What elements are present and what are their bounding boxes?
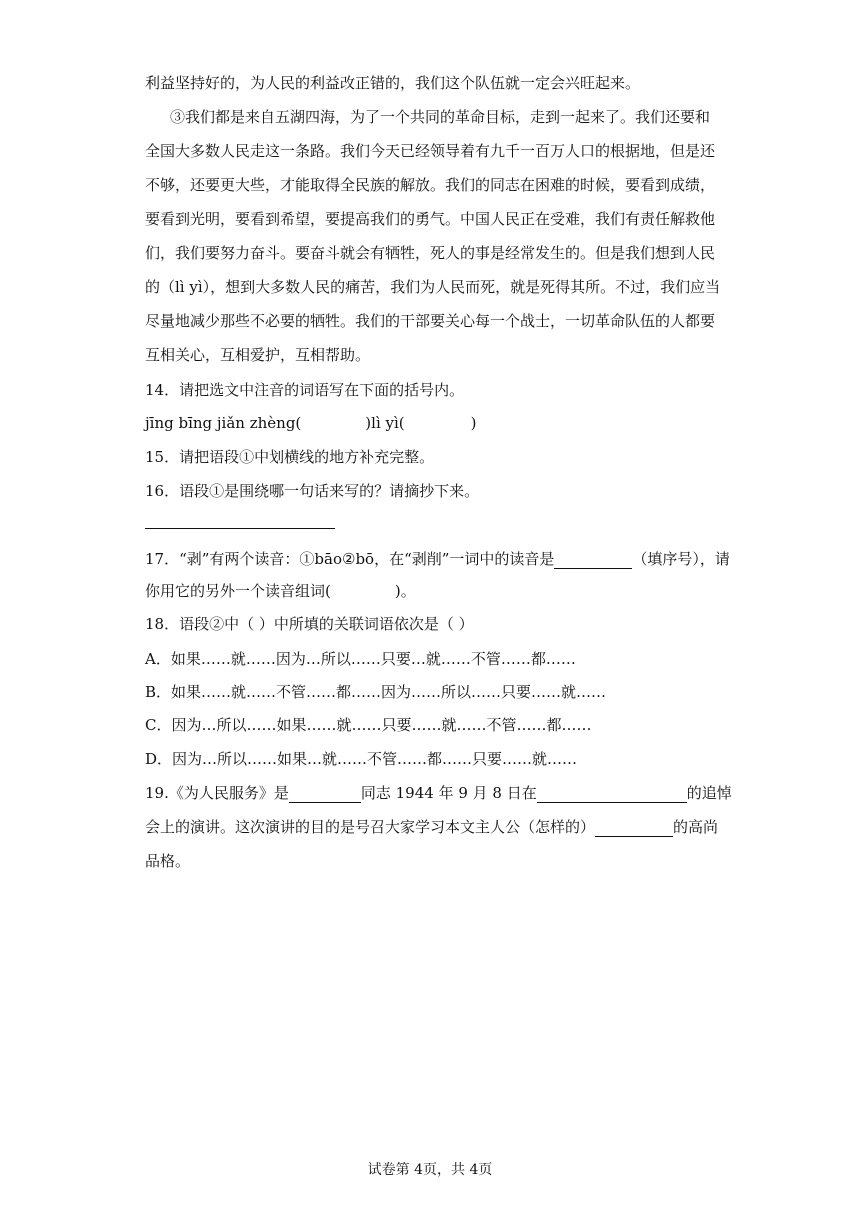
q14-pinyin-1: jīng bīng jiǎn zhèng( — [145, 414, 302, 432]
q14-close-paren: ) — [470, 414, 477, 432]
q19-blank-2[interactable] — [537, 786, 687, 803]
q14-pinyin-2: )lì yì( — [365, 414, 405, 432]
q19-text-b: 同志 1944 年 9 月 8 日在 — [360, 784, 537, 802]
passage-line-4: 不够，还要更大些，才能取得全民族的解放。我们的同志在困难的时候，要看到成绩， — [145, 176, 716, 194]
question-14: 14．请把选文中注音的词语写在下面的括号内。 — [145, 381, 465, 399]
q19-text-c: 的追悼 — [686, 784, 732, 802]
passage-line-3: 全国大多数人民走这一条路。我们今天已经领导着有九千一百万人口的根据地，但是还 — [145, 142, 716, 160]
q19-text-a: 19.《为人民服务》是 — [145, 784, 289, 802]
passage-line-6: 们，我们要努力奋斗。要奋斗就会有牺牲，死人的事是经常发生的。但是我们想到人民 — [145, 244, 716, 262]
page-footer: 试卷第 4页，共 4页 — [367, 1162, 493, 1178]
question-19-line-3: 品格。 — [145, 852, 191, 870]
q16-answer-line[interactable] — [145, 528, 335, 529]
q19-blank-1[interactable] — [289, 786, 361, 803]
passage-line-2: ③我们都是来自五湖四海，为了一个共同的革命目标，走到一起来了。我们还要和 — [170, 108, 711, 126]
question-16: 16．语段①是围绕哪一句话来写的？请摘抄下来。 — [145, 482, 480, 500]
q19-text-e: 的高尚 — [673, 818, 719, 836]
q18-option-c[interactable]: C．因为…所以……如果……就……只要……就……不管……都…… — [145, 716, 592, 734]
question-17-line-2 — [145, 581, 416, 601]
question-18: 18．语段②中（ ）中所填的关联词语依次是（ ） — [145, 615, 474, 633]
q19-text-d: 会上的演讲。这次演讲的目的是号召大家学习本文主人公（怎样的） — [145, 818, 596, 836]
q19-blank-3[interactable] — [595, 820, 673, 837]
question-19-line-1 — [145, 783, 732, 803]
q18-option-b[interactable]: B．如果……就……不管……都……因为……所以……只要……就…… — [145, 683, 607, 701]
passage-line-9: 互相关心，互相爱护，互相帮助。 — [145, 346, 371, 364]
passage-line-1: 利益坚持好的，为人民的利益改正错的，我们这个队伍就一定会兴旺起来。 — [145, 74, 641, 92]
passage-line-5: 要看到光明，要看到希望，要提高我们的勇气。中国人民正在受难，我们有责任解救他 — [145, 210, 716, 228]
question-19-line-2 — [145, 817, 718, 837]
passage-line-7: 的（lì yì），想到大多数人民的痛苦，我们为人民而死，就是死得其所。不过，我们应当 — [145, 278, 721, 296]
q17-text-b: （填序号），请 — [632, 550, 730, 568]
q17-text-d: )。 — [394, 582, 416, 600]
question-14-answer-row — [145, 413, 477, 433]
question-15: 15．请把语段①中划横线的地方补充完整。 — [145, 448, 435, 466]
passage-line-8: 尽量地减少那些不必要的牺牲。我们的干部要关心每一个战士，一切革命队伍的人都要 — [145, 312, 716, 330]
q17-answer-blank[interactable] — [554, 552, 632, 569]
q18-option-d[interactable]: D．因为…所以……如果…就……不管……都……只要……就…… — [145, 750, 578, 768]
q17-text-a: 17．“剥”有两个读音：①bāo②bō，在“剥削”一词中的读音是 — [145, 550, 555, 568]
q18-option-a[interactable]: A．如果……就……因为…所以……只要…就……不管……都…… — [145, 650, 576, 668]
question-17-line-1 — [145, 549, 730, 569]
q17-text-c: 你用它的另外一个读音组词( — [145, 582, 331, 600]
